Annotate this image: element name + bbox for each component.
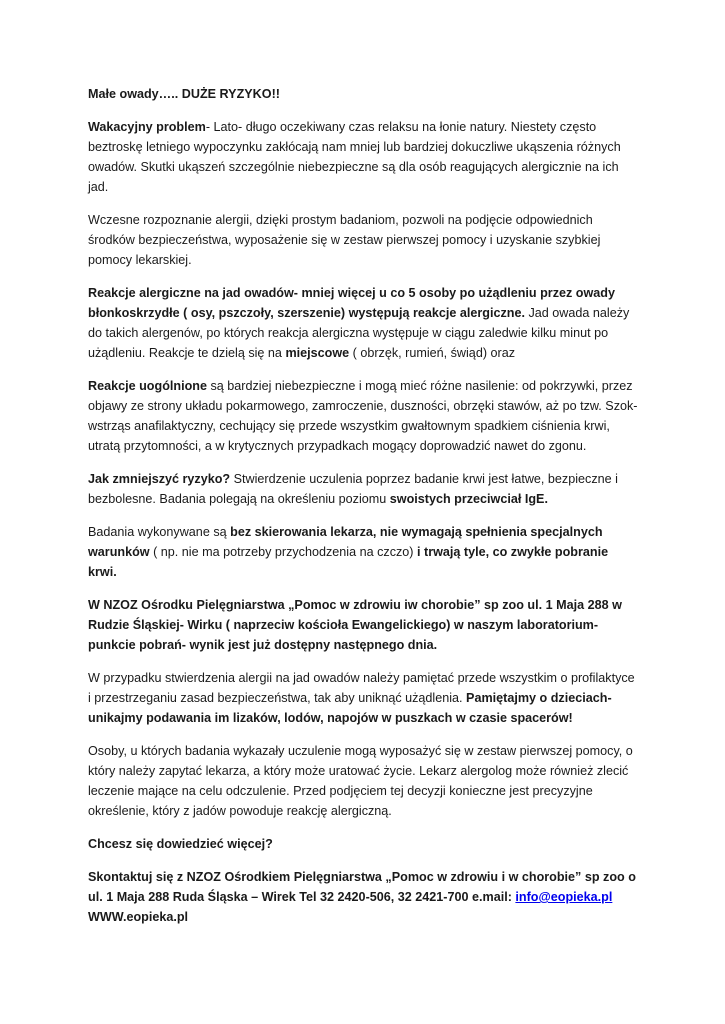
paragraph-general-reactions (88, 376, 640, 456)
title-text: Małe owady….. DUŻE RYZYKO!! (88, 87, 280, 101)
document-title (88, 84, 640, 104)
tests-bold-2: i trwają tyle, co zwykłe pobranie krwi. (88, 545, 609, 579)
paragraph-laboratory (88, 595, 640, 655)
tests-bold-1: bez skierowania lekarza, nie wymagają spełnienia specjalnych warunków (88, 525, 603, 559)
learn-more-text: Chcesz się dowiedzieć więcej? (88, 837, 273, 851)
paragraph-reduce-risk (88, 469, 640, 509)
allergic-reactions-local: miejscowe (285, 346, 350, 360)
early-diagnosis-text: Wczesne rozpoznanie alergii, dzięki prostym badaniom, pozwoli na podjęcie odpowiednich środków bezpieczeństwa, wyposażenie się w zestaw pierwszej pomocy i uzyskanie szybkiej pomocy lekarskiej. (88, 213, 601, 267)
reduce-risk-ige: swoistych przeciwciał IgE. (389, 492, 548, 506)
allergic-reactions-lead: Reakcje alergiczne na jad owadów- mniej więcej u co 5 osoby po użądleniu przez owady błonkoskrzydłe ( osy, pszczoły, szerszenie) występują reakcje alergiczne. (88, 286, 615, 320)
paragraph-early-diagnosis (88, 210, 640, 270)
general-reactions-lead: Reakcje uogólnione (88, 379, 207, 393)
intro-lead: Wakacyjny problem (88, 120, 206, 134)
contact-text: Skontaktuj się z NZOZ Ośrodkiem Pielęgniarstwa „Pomoc w zdrowiu i w chorobie” sp zoo o ul. 1 Maja 288 Ruda Śląska – Wirek Tel 32 2420-506, 32 2421-700 e.mail: (88, 870, 636, 904)
paragraph-learn-more (88, 834, 640, 854)
reduce-risk-text: Stwierdzenie uczulenia poprzez badanie krwi jest łatwe, bezpieczne i bezbolesne. Badania polegają na określeniu poziomu (88, 472, 618, 506)
paragraph-first-aid (88, 741, 640, 821)
laboratory-text: W NZOZ Ośrodku Pielęgniarstwa „Pomoc w zdrowiu iw chorobie” sp zoo ul. 1 Maja 288 w Rudzie Śląskiej- Wirku ( naprzeciw kościoła Ewangelickiego) w naszym laboratorium- punkcie pobrań- wynik jest już dostępny następnego dnia. (88, 598, 622, 652)
paragraph-tests (88, 522, 640, 582)
general-reactions-text: są bardziej niebezpieczne i mogą mieć różne nasilenie: od pokrzywki, przez objawy ze strony układu pokarmowego, zamroczenie, duszności, obrzęki stawów, aż po tzw. Szok-wstrząs anafilaktyczny, cechujący się przede wszystkim gwałtownym spadkiem ciśnienia krwi, utratą przytomności, a w krytycznych przypadkach mogący doprowadzić nawet do zgonu. (88, 379, 638, 453)
paragraph-intro (88, 117, 640, 197)
paragraph-allergic-reactions (88, 283, 640, 363)
prevention-bold: Pamiętajmy o dzieciach- unikajmy podawania im lizaków, lodów, napojów w puszkach w czasie spacerów! (88, 691, 612, 725)
allergic-reactions-text: Jad owada należy do takich alergenów, po których reakcja alergiczna występuje w ciągu zaledwie kilku minut po użądleniu. Reakcje te dzielą się na (88, 306, 630, 360)
allergic-reactions-text-2: ( obrzęk, rumień, świąd) oraz (349, 346, 516, 360)
paragraph-prevention (88, 668, 640, 728)
reduce-risk-lead: Jak zmniejszyć ryzyko? (88, 472, 231, 486)
tests-text: Badania wykonywane są (88, 525, 231, 539)
first-aid-text: Osoby, u których badania wykazały uczulenie mogą wyposażyć się w zestaw pierwszej pomocy, o który należy zapytać lekarza, a który może uratować życie. Lekarz alergolog może również zlecić leczenie mające na celu odczulenie. Przed podjęciem tej decyzji konieczne jest precyzyjne określenie, który z jadów powoduje reakcję alergiczną. (88, 744, 633, 818)
paragraph-contact (88, 867, 640, 927)
tests-text-2: ( np. nie ma potrzeby przychodzenia na czczo) (149, 545, 417, 559)
email-link[interactable]: info@eopieka.pl (515, 890, 613, 904)
document-page (88, 84, 640, 940)
prevention-text: W przypadku stwierdzenia alergii na jad owadów należy pamiętać przede wszystkim o profilaktyce i przestrzeganiu zasad bezpieczeństwa, tak aby uniknąć użądlenia. (88, 671, 635, 705)
intro-text: - Lato- długo oczekiwany czas relaksu na łonie natury. Niestety często beztroskę letniego wypoczynku zakłócają nam mniej lub bardziej dokuczliwe ukąszenia różnych owadów. Skutki ukąszeń szczególnie niebezpieczne są dla osób reagujących alergicznie na ich jad. (88, 120, 621, 194)
website-text: WWW.eopieka.pl (88, 910, 189, 924)
